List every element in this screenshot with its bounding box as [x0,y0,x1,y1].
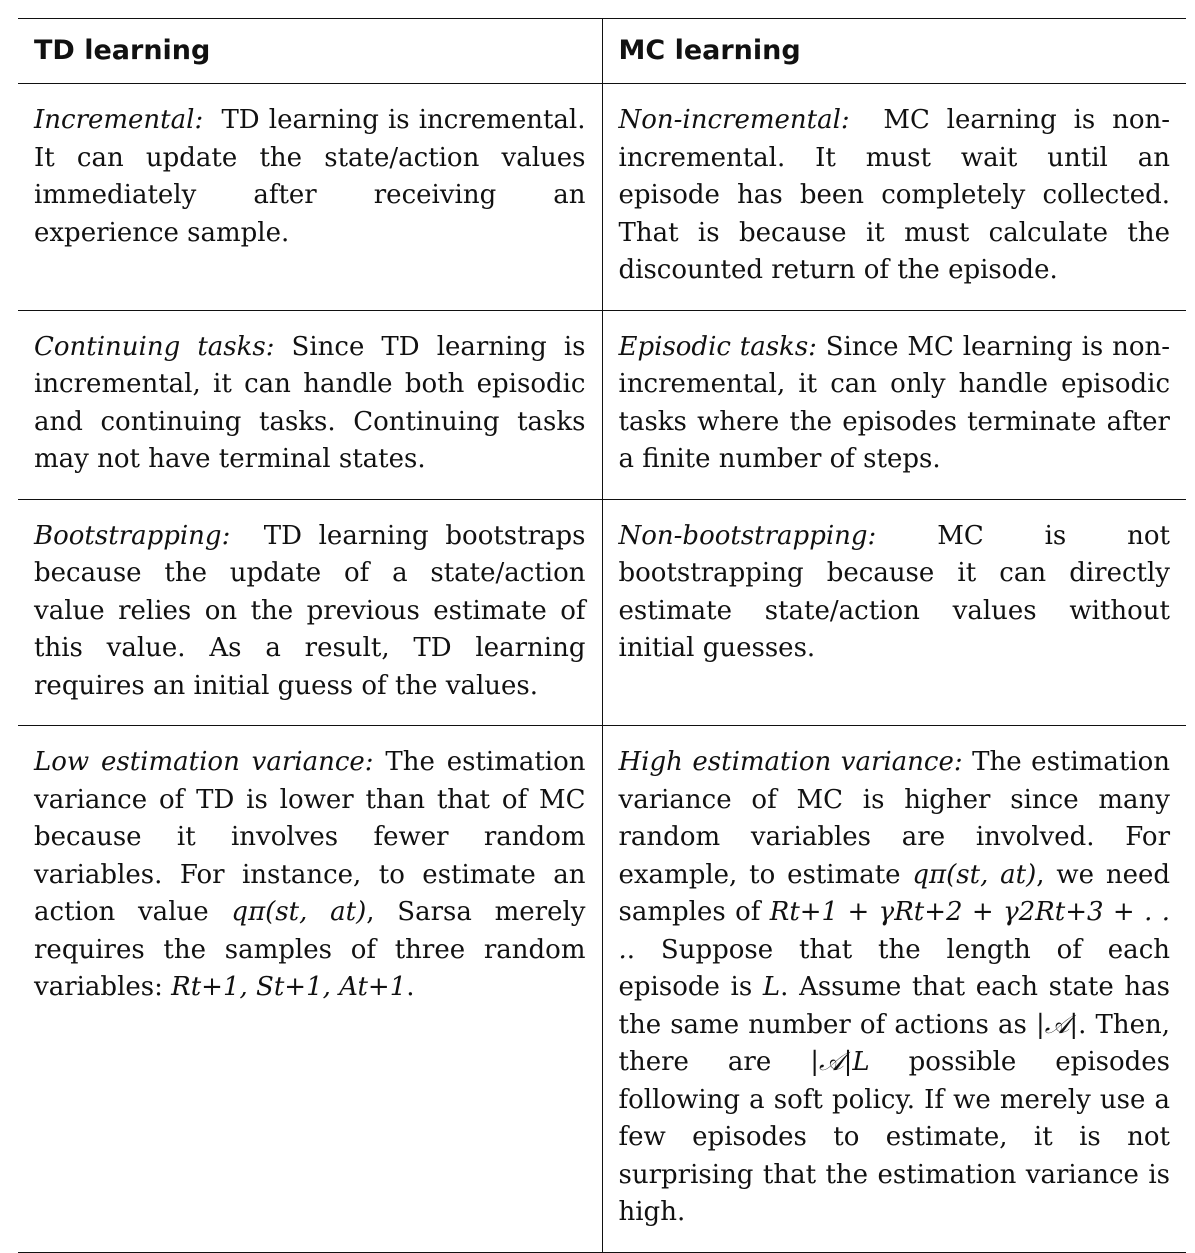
cell-text: possible episodes following a soft policy. If we merely use a few episodes to estimate, it is not surprising that the estimation variance is high. [618,1047,1171,1227]
cell-text: . Suppose that the length of each episode is [618,934,1170,1002]
cell-text: . Assume that each state has the same number of actions as [618,972,1171,1040]
cell-label: Continuing tasks: [34,331,275,362]
header-td-learning: TD learning [18,19,602,84]
cell-text: . [406,972,415,1002]
math-action-set-size: |𝒜| [1036,1009,1079,1040]
table-row [18,726,1186,1253]
cell-text: The estimation variance of MC is higher since many random variables are involved. For example, to estimate [618,747,1170,890]
math-return-sum: Rt+1 + γRt+2 + γ2Rt+3 + . . . [618,897,1171,965]
cell-text: TD learning bootstraps because the update of a state/action value relies on the previous estimate of this value. As a result, TD learning requires an initial guess of the values. [34,520,586,701]
mc-cell-episodic-tasks [602,310,1186,499]
math-q-pi: qπ(st, at) [912,859,1037,890]
cell-text: MC learning is non-incremental. It must wait until an episode has been completely collected. That is because it must calculate the discounted return of the episode. [618,105,1170,285]
cell-text: The estimation variance of TD is lower than that of MC because it involves fewer random variables. For instance, to estimate an action value [34,747,586,927]
math-episode-count: |𝒜|L [810,1047,870,1077]
cell-text: , Sarsa merely requires the samples of three random variables: [34,897,586,1002]
table-row [18,499,1186,726]
td-cell-continuing-tasks [18,310,602,499]
cell-text: TD learning is incremental. It can update the state/action values immediately after receiving an experience sample. [34,105,586,248]
td-cell-low-variance [18,726,602,1253]
math-q-pi: qπ(st, at) [231,897,367,927]
table-row [18,310,1186,499]
cell-label: Low estimation variance: [34,747,374,777]
td-vs-mc-comparison-table [18,18,1186,1253]
cell-text: MC is not bootstrapping because it can directly estimate state/action values without initial guesses. [618,520,1170,663]
td-cell-incremental [18,84,602,311]
cell-label: Episodic tasks: [618,331,817,362]
math-episode-length: L [762,972,781,1002]
math-random-variables: Rt+1, St+1, At+1 [171,972,407,1002]
td-cell-bootstrapping [18,499,602,726]
mc-cell-high-variance [602,726,1186,1253]
cell-label: Bootstrapping: [34,520,231,551]
header-mc-learning: MC learning [618,35,801,66]
cell-label: Incremental: [34,105,204,135]
mc-cell-non-bootstrapping [602,499,1186,726]
cell-text: , we need samples of [618,859,1170,927]
header-row [18,19,1186,84]
cell-label: Non-incremental: [618,105,850,135]
cell-label: High estimation variance: [618,747,963,777]
mc-cell-non-incremental [602,84,1186,311]
cell-label: Non-bootstrapping: [618,520,877,551]
cell-text: . Then, there are [618,1009,1170,1077]
comparison-table-container [18,18,1186,1253]
cell-text: Since MC learning is non-incremental, it can only handle episodic tasks where the episodes terminate after a finite number of steps. [618,331,1171,474]
table-row [18,84,1186,311]
cell-text: Since TD learning is incremental, it can handle both episodic and continuing tasks. Continuing tasks may not have terminal states. [34,331,586,474]
